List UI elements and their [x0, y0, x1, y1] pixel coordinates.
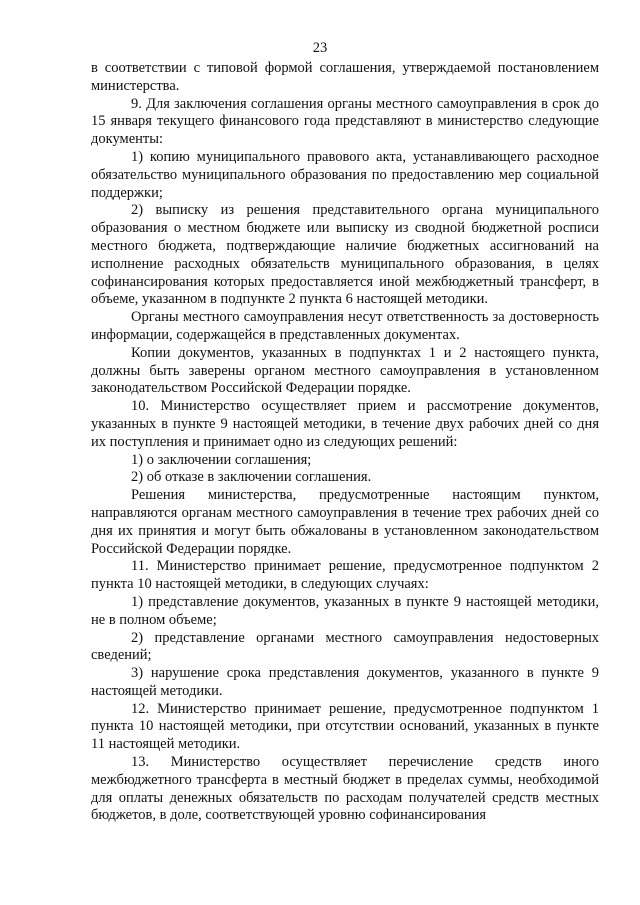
- paragraph-subitem: 2) выписку из решения представительного органа муниципального образования о местном бюджете или выписку из сводной бюджетной росписи местного бюджета, подтверждающие наличие бюджетных ассигнований на исполнение расходных обязательств муниципального образования, в целях софинансирования которых предоставляется иной межбюджетный трансферт, в объеме, указанном в подпункте 2 пункта 6 настоящей методики.: [91, 202, 599, 308]
- paragraph: Органы местного самоуправления несут ответственность за достоверность информации, содержащейся в представленных документах.: [91, 309, 599, 343]
- paragraph-item-12: 12. Министерство принимает решение, предусмотренное подпунктом 1 пункта 10 настоящей методики, при отсутствии оснований, указанных в пункте 11 настоящей методики.: [91, 700, 599, 753]
- paragraph-item-11: 11. Министерство принимает решение, предусмотренное подпунктом 2 пункта 10 настоящей методики, в следующих случаях:: [91, 558, 599, 593]
- paragraph-subitem: 1) о заключении соглашения;: [131, 451, 312, 468]
- paragraph-item-9: 9. Для заключения соглашения органы местного самоуправления в срок до 15 января текущего финансового года представляют в министерство следующие документы:: [91, 95, 599, 148]
- paragraph-subitem: 1) представление документов, указанных в пункте 9 настоящей методики, не в полном объеме;: [91, 593, 599, 628]
- paragraph-item-10: 10. Министерство осуществляет прием и рассмотрение документов, указанных в пункте 9 настоящей методики, в течение двух рабочих дней со дня их поступления и принимает одно из следующих решений:: [91, 398, 599, 450]
- paragraph-continuation: в соответствии с типовой формой соглашения, утверждаемой постановлением министерства.: [91, 60, 599, 94]
- paragraph-subitem: 2) представление органами местного самоуправления недостоверных сведений;: [91, 629, 599, 664]
- paragraph-subitem: 1) копию муниципального правового акта, устанавливающего расходное обязательство муниципального образования по предоставлению мер социальной поддержки;: [91, 148, 599, 201]
- paragraph-subitem: 2) об отказе в заключении соглашения.: [131, 469, 372, 486]
- paragraph-subitem: 3) нарушение срока представления документов, указанного в пункте 9 настоящей методики.: [91, 665, 599, 699]
- document-body: [91, 60, 599, 825]
- page-number: 23: [312, 40, 328, 56]
- paragraph-item-13: 13. Министерство осуществляет перечисление средств иного межбюджетного трансферта в местный бюджет в пределах суммы, необходимой для оплаты денежных обязательств по расходам получателей средств местных бюджетов, в доле, соответствующей уровню софинансирования: [91, 754, 599, 824]
- paragraph: Решения министерства, предусмотренные настоящим пунктом, направляются органам местного самоуправления в течение трех рабочих дней со дня их принятия и могут быть обжалованы в установленном законодательством Российской Федерации порядке.: [91, 487, 599, 557]
- paragraph: Копии документов, указанных в подпунктах 1 и 2 настоящего пункта, должны быть заверены органом местного самоуправления в установленном законодательством Российской Федерации порядке.: [91, 344, 599, 397]
